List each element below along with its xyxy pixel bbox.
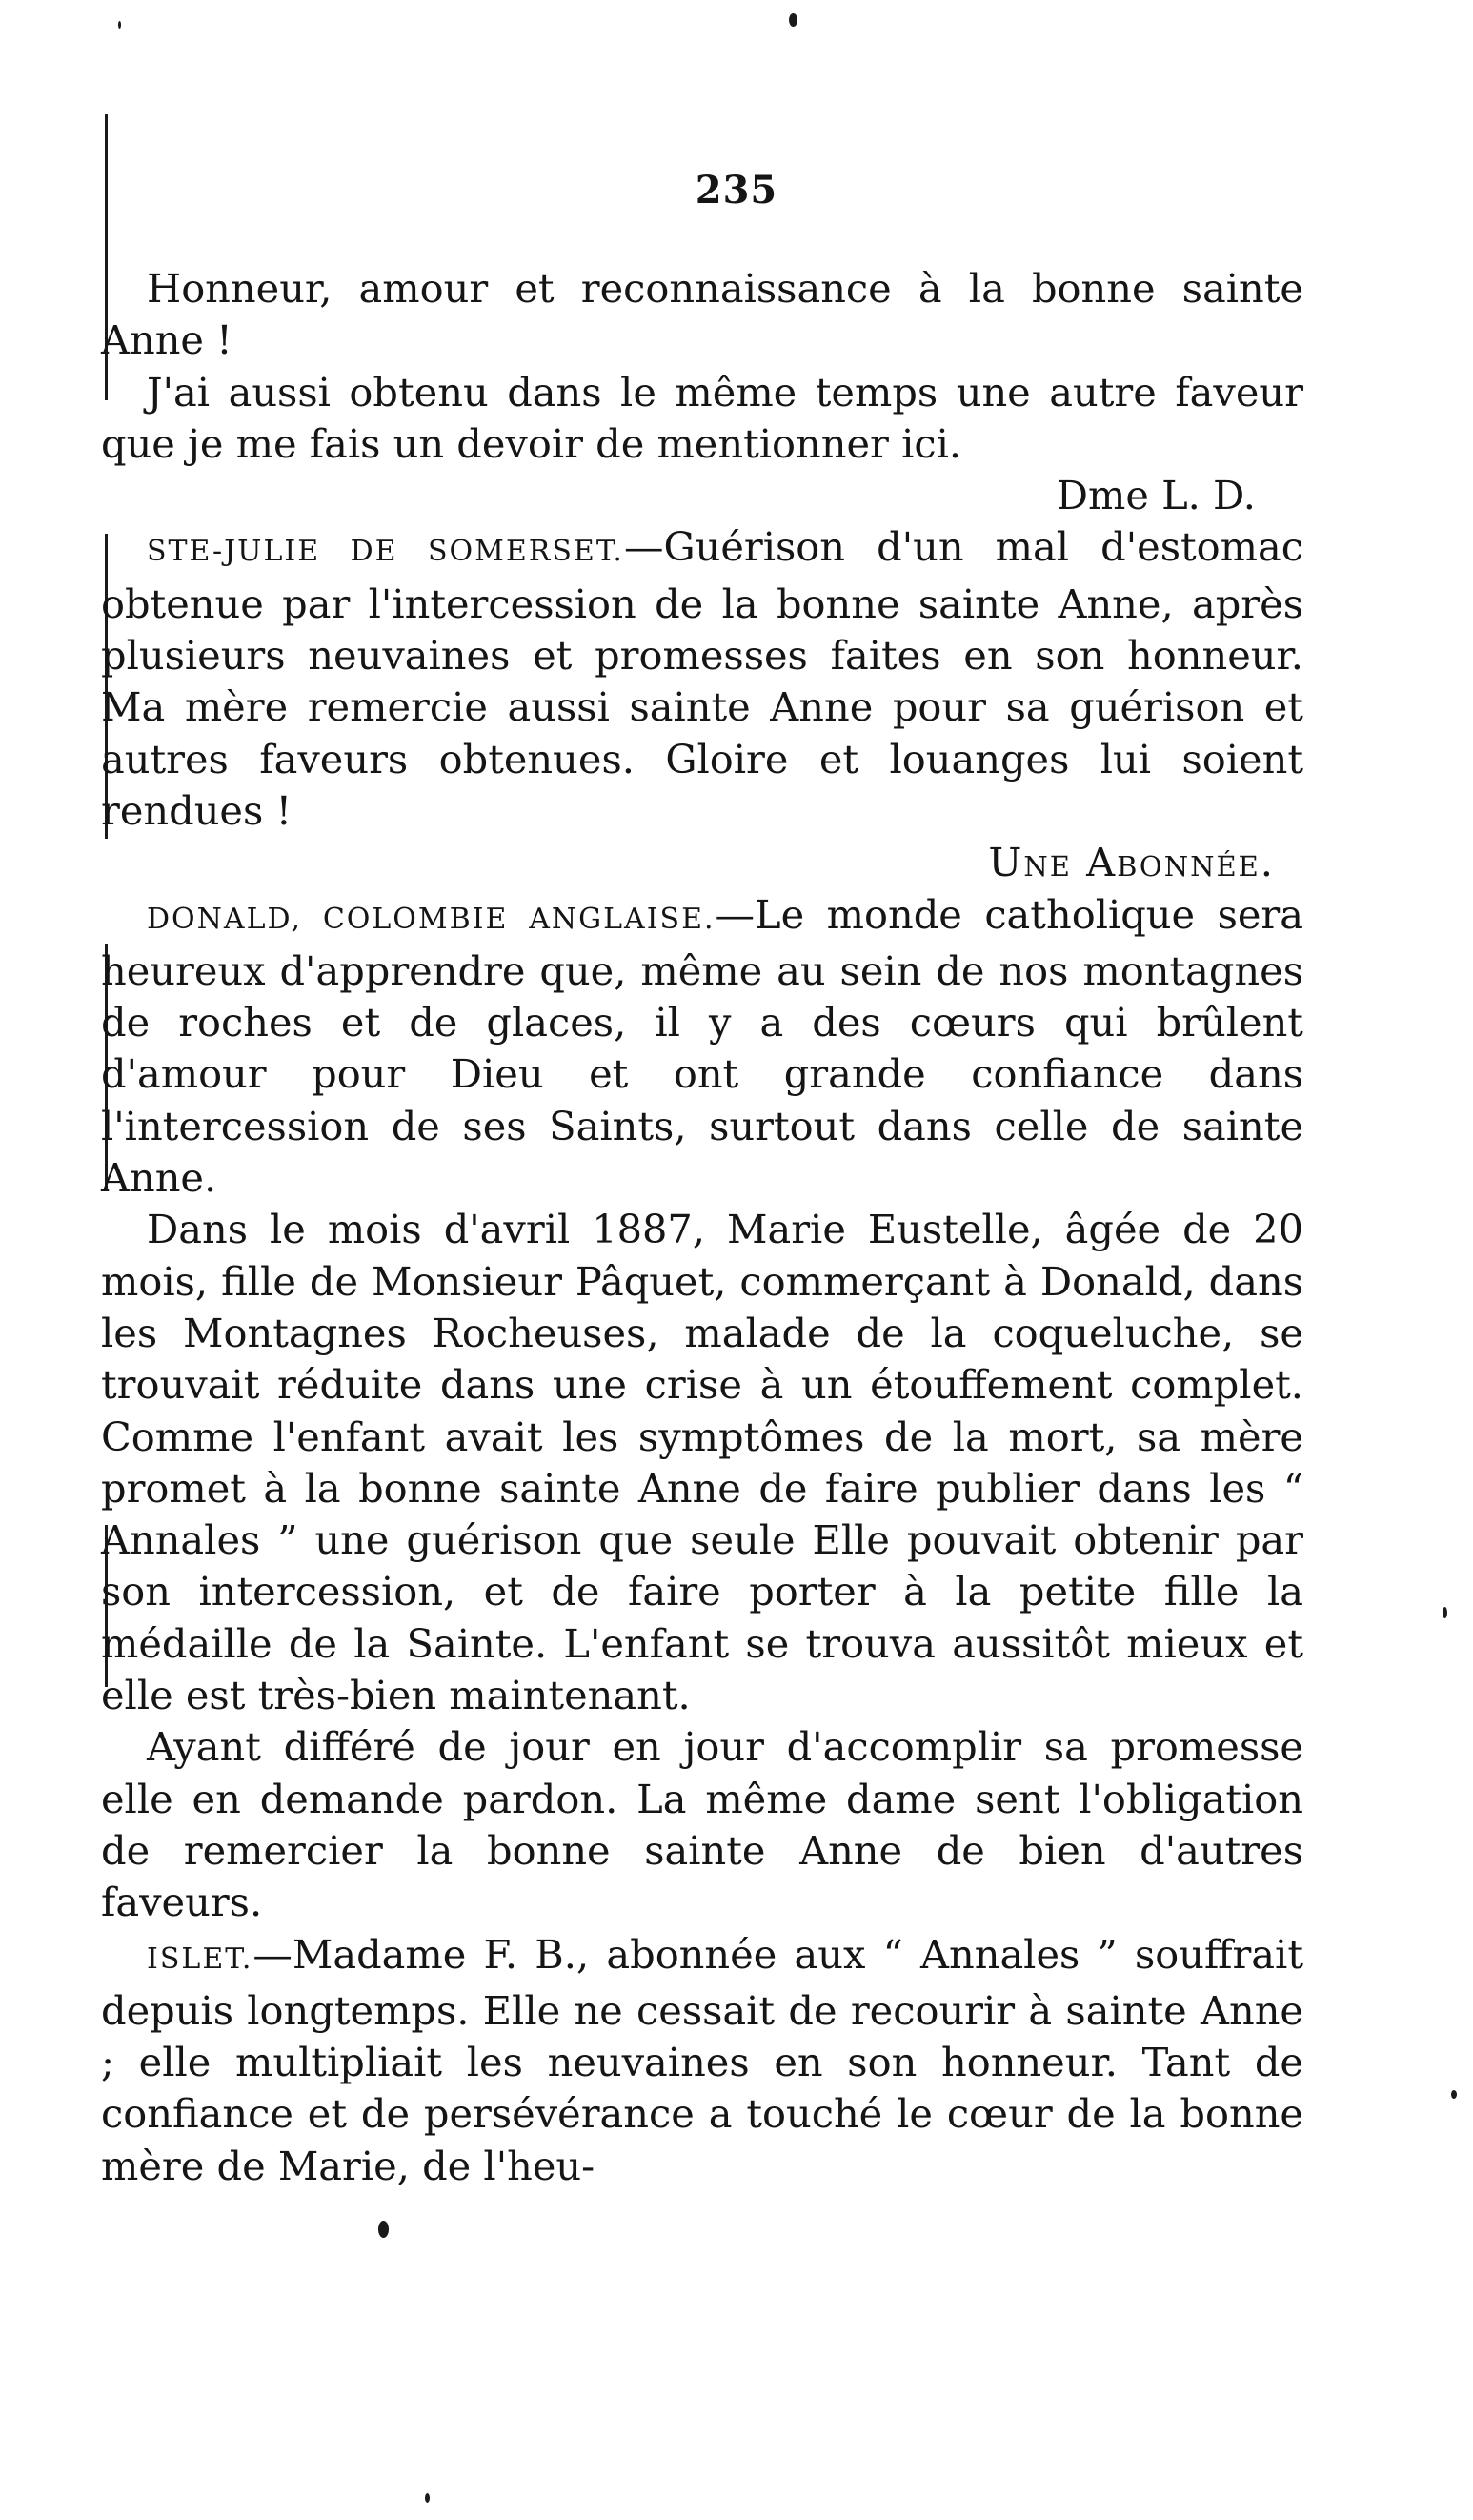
place-name: STE-JULIE DE SOMERSET.	[147, 535, 624, 569]
speck-top-left	[118, 21, 121, 29]
signature-dme-ld: Dme L. D.	[1056, 472, 1256, 519]
paragraph-islet	[101, 1929, 1303, 2192]
speck-footer	[425, 2493, 430, 2503]
speck-right-lower	[1451, 2090, 1457, 2099]
speck-right	[1443, 1607, 1447, 1618]
paragraph-text: Ayant différé de jour en jour d'accomplir sa promesse elle en demande pardon. La même dame sent l'obligation de remercier la bonne sainte Anne de bien d'autres faveurs.	[101, 1723, 1303, 1926]
paragraph-text: Dans le mois d'avril 1887, Marie Eustelle, âgée de 20 mois, fille de Monsieur Pâquet, commerçant à Donald, dans les Montagnes Rocheuses, malade de la coqueluche, se trouvait réduite dans une crise à un étouffement complet. Comme l'enfant avait les symptômes de la mort, sa mère promet à la bonne sainte Anne de faire publier dans les “ Annales ” une guérison que seule Elle pouvait obtenir par son intercession, et de faire porter à la petite fille la médaille de la Sainte. L'enfant se trouva aussitôt mieux et elle est très-bien maintenant.	[101, 1206, 1303, 1719]
paragraph-text: J'ai aussi obtenu dans le même temps une autre faveur que je me fais un devoir de mentionner ici.	[101, 368, 1303, 467]
speck-bottom	[378, 2221, 389, 2238]
paragraph-text: —Le monde catholique sera heureux d'apprendre que, même au sein de nos montagnes de roches et de glaces, il y a des cœurs qui brûlent d'amour pour Dieu et ont grande confiance dans l'intercession de ses Saints, surtout dans celle de sainte Anne.	[101, 890, 1304, 1202]
paragraph-text: —Madame F. B., abonnée aux “ Annales ” souffrait depuis longtemps. Elle ne cessait de recourir à sainte Anne ; elle multipliait les neuvaines en son honneur. Tant de confiance et de persévérance a touché le cœur de la bonne mère de Marie, de l'heu-	[101, 1930, 1303, 2189]
paragraph-marie-eustelle	[101, 1204, 1303, 1721]
speck-top	[789, 13, 797, 27]
signature-une-abonnee: Une Abonnée.	[988, 839, 1275, 886]
body-text	[101, 263, 1303, 2192]
paragraph-pardon	[101, 1721, 1303, 1928]
paragraph-other-favor	[101, 367, 1303, 471]
place-name: DONALD, COLOMBIE ANGLAISE.	[147, 902, 716, 936]
paragraph-ste-julie	[101, 521, 1303, 837]
page-number: 235	[695, 168, 778, 213]
paragraph-thanks	[101, 263, 1303, 367]
place-name: ISLET.	[147, 1941, 253, 1976]
paragraph-text: —Guérison d'un mal d'estomac obtenue par l'intercession de la bonne sainte Anne, après plusieurs neuvaines et promesses faites en son honneur. Ma mère remercie aussi sainte Anne pour sa guérison et autres faveurs obtenues. Gloire et louanges lui soient rendues !	[101, 523, 1303, 834]
paragraph-donald	[101, 889, 1303, 1205]
paragraph-text: Honneur, amour et reconnaissance à la bonne sainte Anne !	[101, 265, 1303, 364]
